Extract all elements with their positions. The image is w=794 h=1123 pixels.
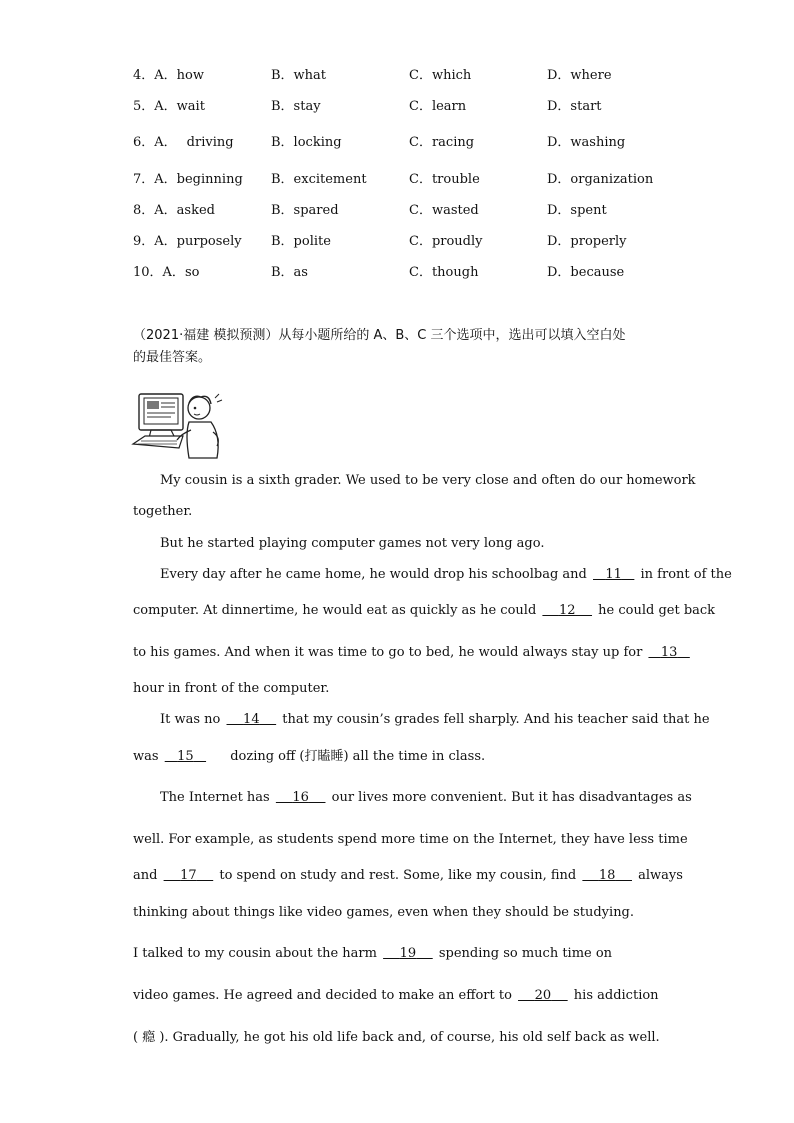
option-c: C．learn bbox=[409, 99, 467, 114]
question-number: 5．A． bbox=[133, 99, 177, 114]
option-a-text: purposely bbox=[176, 234, 242, 249]
option-a-text: wait bbox=[176, 99, 205, 114]
passage-text: he could get back bbox=[598, 603, 716, 618]
instructions-line-2: 的最佳答案。 bbox=[133, 350, 212, 365]
question-number: 4．A． bbox=[133, 68, 177, 83]
blank-17[interactable] bbox=[162, 868, 216, 883]
passage-line bbox=[133, 986, 659, 1006]
option-b: B．stay bbox=[271, 99, 321, 114]
passage-line bbox=[160, 788, 692, 808]
passage-line bbox=[133, 866, 683, 886]
option-a-text: how bbox=[176, 68, 204, 83]
option-b: B．excitement bbox=[271, 172, 367, 187]
boy-at-computer-illustration bbox=[131, 388, 223, 464]
passage-text: video games. He agreed and decided to make an effort to bbox=[133, 988, 512, 1003]
question-number: 7．A． bbox=[133, 172, 177, 187]
passage-line bbox=[133, 601, 715, 621]
blank-16[interactable] bbox=[274, 790, 328, 805]
passage-text: I talked to my cousin about the harm bbox=[133, 946, 377, 961]
option-b: B．spared bbox=[271, 203, 339, 218]
question-6-options bbox=[0, 133, 794, 153]
passage-text: spending so much time on bbox=[438, 946, 613, 961]
question-7-options bbox=[0, 170, 794, 190]
question-8-options bbox=[0, 201, 794, 221]
option-a-text: driving bbox=[186, 135, 234, 150]
passage-text: always bbox=[638, 868, 683, 883]
blank-number: 15 bbox=[177, 749, 194, 764]
blank-number: 19 bbox=[399, 946, 417, 961]
passage-text: in front of the bbox=[640, 567, 732, 582]
passage-line bbox=[133, 747, 485, 767]
option-b: B．as bbox=[271, 265, 308, 280]
option-d: D．properly bbox=[547, 234, 627, 249]
question-number: 8．A． bbox=[133, 203, 177, 218]
passage-text: Every day after he came home, he would drop his schoolbag and bbox=[160, 567, 587, 582]
option-a bbox=[133, 133, 234, 153]
option-d: D．start bbox=[547, 99, 602, 114]
passage-line: ( 瘾 ). Gradually, he got his old life back and, of course, his old self back as well. bbox=[133, 1030, 660, 1045]
blank-number: 14 bbox=[243, 712, 260, 727]
passage-line bbox=[133, 944, 612, 964]
blank-12[interactable] bbox=[540, 603, 594, 618]
passage-text: to his games. And when it was time to go to bed, he would always stay up for bbox=[133, 645, 643, 660]
option-c: C．wasted bbox=[409, 203, 479, 218]
blank-number: 11 bbox=[605, 567, 622, 582]
blank-20[interactable] bbox=[516, 988, 570, 1003]
question-9-options bbox=[0, 232, 794, 252]
option-a-text: so bbox=[184, 265, 200, 280]
option-a bbox=[133, 263, 199, 283]
option-a bbox=[133, 232, 242, 252]
passage-text: dozing off (打瞌睡) all the time in class. bbox=[230, 749, 486, 764]
blank-number: 12 bbox=[558, 603, 576, 618]
blank-number: 20 bbox=[534, 988, 552, 1003]
option-d: D．because bbox=[547, 265, 625, 280]
instructions-line-1: （2021·福建 模拟预测）从每小题所给的 A、B、C 三个选项中，选出可以填入空白处 bbox=[133, 328, 626, 343]
passage-line: hour in front of the computer. bbox=[133, 681, 330, 696]
option-b: B．polite bbox=[271, 234, 331, 249]
option-d: D．spent bbox=[547, 203, 607, 218]
passage-text: his addiction bbox=[573, 988, 659, 1003]
blank-15[interactable] bbox=[163, 749, 208, 764]
question-4-options bbox=[0, 66, 794, 86]
option-a bbox=[133, 97, 205, 117]
option-a bbox=[133, 201, 215, 221]
question-number: 6．A． bbox=[133, 135, 177, 150]
passage-text: to spend on study and rest. Some, like my cousin, find bbox=[219, 868, 577, 883]
passage-text: that my cousin’s grades fell sharply. And his teacher said that he bbox=[282, 712, 710, 727]
passage-line bbox=[160, 565, 732, 585]
blank-number: 17 bbox=[180, 868, 197, 883]
blank-18[interactable] bbox=[580, 868, 634, 883]
blank-13[interactable] bbox=[646, 645, 691, 660]
passage-text: The Internet has bbox=[160, 790, 270, 805]
blank-number: 13 bbox=[660, 645, 678, 660]
passage-text: was bbox=[133, 749, 159, 764]
option-a-text: asked bbox=[176, 203, 215, 218]
question-10-options bbox=[0, 263, 794, 283]
option-d: D．organization bbox=[547, 172, 654, 187]
blank-11[interactable] bbox=[591, 567, 636, 582]
option-d: D．washing bbox=[547, 135, 626, 150]
passage-line: well. For example, as students spend more time on the Internet, they have less time bbox=[133, 832, 688, 847]
option-a bbox=[133, 170, 243, 190]
option-c: C．though bbox=[409, 265, 479, 280]
question-number: 9．A． bbox=[133, 234, 177, 249]
passage-line: together. bbox=[133, 504, 193, 519]
passage-text: and bbox=[133, 868, 158, 883]
passage-line: My cousin is a sixth grader. We used to be very close and often do our homework bbox=[160, 473, 696, 488]
passage-text: computer. At dinnertime, he would eat as quickly as he could bbox=[133, 603, 537, 618]
passage-line: thinking about things like video games, even when they should be studying. bbox=[133, 905, 635, 920]
option-c: C．trouble bbox=[409, 172, 480, 187]
passage-line bbox=[160, 710, 710, 730]
option-c: C．which bbox=[409, 68, 472, 83]
option-c: C．proudly bbox=[409, 234, 483, 249]
option-a bbox=[133, 66, 204, 86]
option-c: C．racing bbox=[409, 135, 475, 150]
option-d: D．where bbox=[547, 68, 612, 83]
question-5-options bbox=[0, 97, 794, 117]
passage-line bbox=[133, 643, 692, 663]
passage-line: But he started playing computer games not very long ago. bbox=[160, 536, 545, 551]
passage-text: It was no bbox=[160, 712, 221, 727]
option-b: B．locking bbox=[271, 135, 342, 150]
blank-number: 18 bbox=[598, 868, 616, 883]
blank-19[interactable] bbox=[381, 946, 435, 961]
section-instructions bbox=[133, 325, 673, 369]
blank-14[interactable] bbox=[225, 712, 279, 727]
blank-number: 16 bbox=[292, 790, 309, 805]
option-a-text: beginning bbox=[176, 172, 243, 187]
passage-text: our lives more convenient. But it has disadvantages as bbox=[331, 790, 692, 805]
question-number: 10．A． bbox=[133, 265, 185, 280]
option-b: B．what bbox=[271, 68, 327, 83]
